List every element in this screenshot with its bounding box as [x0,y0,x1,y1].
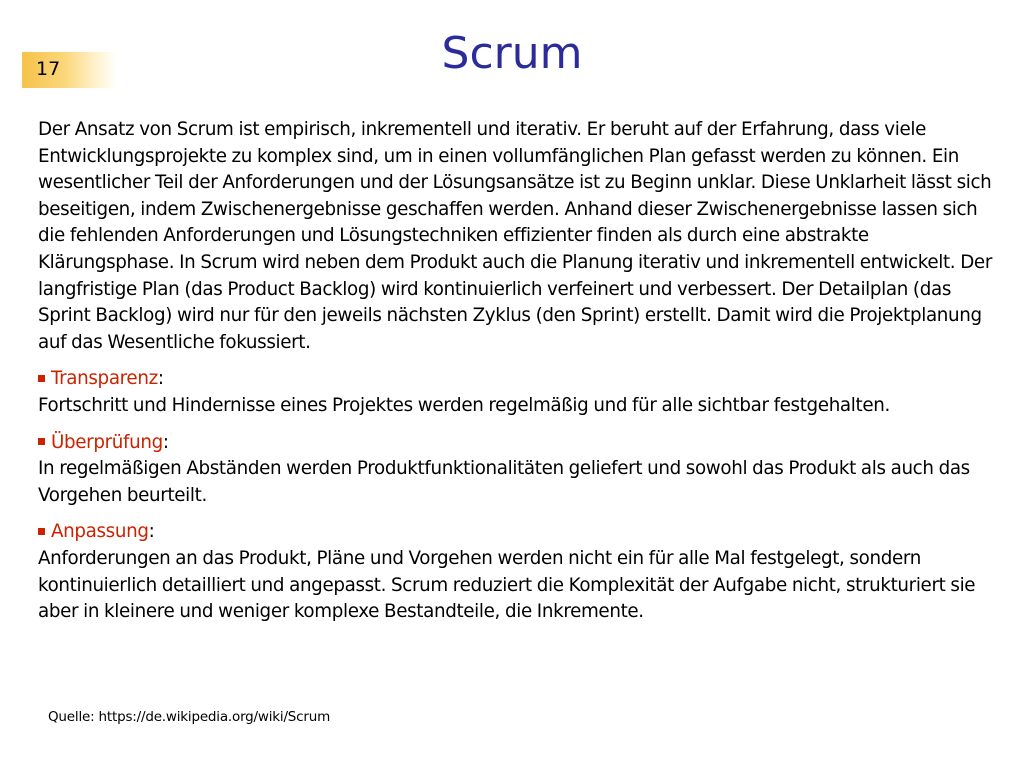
point-heading: Anpassung: [38,519,998,546]
bullet-icon [38,528,45,535]
point-heading: Überprüfung: [38,430,998,457]
point-transparency [38,366,998,419]
slide-title: Scrum [441,28,583,79]
bullet-icon [38,375,45,382]
slide-number: 17 [36,58,61,80]
point-term: Überprüfung [51,431,163,453]
slide-body [38,117,998,636]
point-adaptation [38,519,998,625]
point-term: Transparenz [51,368,158,390]
point-term: Anpassung [51,521,149,543]
point-heading: Transparenz: [38,366,998,393]
bullet-icon [38,438,45,445]
point-inspection [38,430,998,510]
point-text: In regelmäßigen Abständen werden Produktfunktionalitäten geliefert und sowohl das Produkt als auch das Vorgehen beurteilt. [38,458,970,506]
point-text: Anforderungen an das Produkt, Pläne und Vorgehen werden nicht ein für alle Mal festgelegt, sondern kontinuierlich detailliert und angepasst. Scrum reduziert die Komplexität der Aufgabe nicht, strukturiert sie aber in kleinere und weniger komplexe Bestandteile, die Inkremente. [38,547,976,623]
intro-paragraph: Der Ansatz von Scrum ist empirisch, inkrementell und iterativ. Er beruht auf der Erfahrung, dass viele Entwicklungsprojekte zu komplex sind, um in einen vollumfänglichen Plan gefasst werden zu können. Ein wesentlicher Teil der Anforderungen und der Lösungsansätze ist zu Beginn unklar. Diese Unklarheit lässt sich beseitigen, indem Zwischenergebnisse geschaffen werden. Anhand dieser Zwischenergebnisse lassen sich die fehlenden Anforderungen und Lösungstechniken effizienter finden als durch eine abstrakte Klärungsphase. In Scrum wird neben dem Produkt auch die Planung iterativ und inkrementell entwickelt. Der langfristige Plan (das Product Backlog) wird kontinuierlich verfeinert und verbessert. Der Detailplan (das Sprint Backlog) wird nur für den jeweils nächsten Zyklus (den Sprint) erstellt. Damit wird die Projektplanung auf das Wesentliche fokussiert. [38,119,992,353]
point-text: Fortschritt und Hindernisse eines Projektes werden regelmäßig und für alle sichtbar festgehalten. [38,394,890,416]
source-note: Quelle: https://de.wikipedia.org/wiki/Scrum [48,709,331,725]
